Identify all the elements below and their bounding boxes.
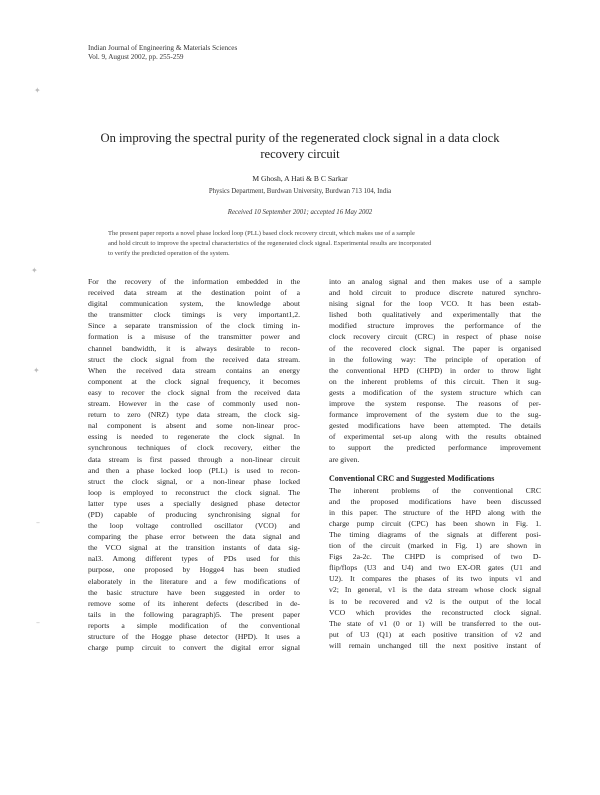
body-text-line: in the following way: The principle of operation of (329, 354, 541, 364)
body-text-line: Figs 2a-2c. The CHPD is comprised of two D- (329, 552, 541, 562)
journal-name: Indian Journal of Engineering & Materials Sciences (88, 44, 238, 52)
scan-mark-icon: ✦ (34, 86, 41, 95)
body-text-line: is to be recovered and v2 is the output of the local (329, 596, 541, 606)
body-text-line: reports a simple modification of the conventional (88, 620, 300, 630)
body-text-line: essing is needed to regenerate the clock signal. In (88, 432, 300, 442)
body-text-line: nal3. Among different types of PDs used for this (88, 554, 300, 564)
body-text-line: Since a separate transmission of the clock timing in- (88, 321, 300, 331)
body-text-line: When the received data stream contains an energy (88, 365, 300, 375)
body-text-line: (PD) capable of producing synchronising signal for (88, 509, 300, 519)
received-dates: Received 10 September 2001; accepted 16 May 2002 (227, 209, 373, 216)
body-text-line: put of U3 (Q1) at each positive transition of v2 and (329, 629, 541, 639)
abstract-line: to verify the predicted operation of the system. (108, 250, 230, 257)
body-text-line: tails in the following paragraph)5. The present paper (88, 609, 300, 619)
body-text-line: struct the clock signal, or a non-linear phase locked (88, 476, 300, 486)
body-text-line: and the proposed modifications have been discussed (329, 496, 541, 506)
body-text-line: latter type uses a specially designed phase detector (88, 498, 300, 508)
abstract (108, 229, 504, 259)
body-text-line: remove some of its inherent defects (described in de- (88, 598, 300, 608)
right-column (329, 276, 541, 651)
body-text-line: on the inherent problems of this circuit. Then it sug- (329, 376, 541, 386)
body-text-line: digital communication system, the knowledge about (88, 299, 300, 309)
body-text-line: purpose, one proposed by Hogge4 has been studied (88, 565, 300, 575)
body-text-line: in this paper. The structure of the HPD along with the (329, 507, 541, 517)
body-text-line: formance improvement of the system due to the sug- (329, 410, 541, 420)
title-line: recovery circuit (260, 147, 340, 161)
body-text-line: stream. However in the case of commonly used non- (88, 399, 300, 409)
authors: M Ghosh, A Hati & B C Sarkar (252, 174, 348, 183)
body-text-line: received data stream at the destination point of a (88, 288, 300, 298)
body-text-line: of experimental set-up along with the results obtained (329, 432, 541, 442)
body-text-line: of the recovered clock signal. The paper is organised (329, 343, 541, 353)
scan-mark-icon: – (36, 618, 40, 627)
journal-header (88, 44, 237, 62)
scan-mark-icon: – (36, 518, 40, 527)
body-text-line: formation is a misuse of the transmitter power and (88, 332, 300, 342)
body-text-line: For the recovery of the information embedded in the (88, 277, 300, 286)
body-text-line: elaborately in the literature and a few modifications of (88, 576, 300, 586)
left-column (88, 276, 300, 653)
body-text-line: improve the system response. The reasons of per- (329, 399, 541, 409)
body-text-line: loop is employed to reconstruct the clock signal. The (88, 487, 300, 497)
body-text-line: the basic structure have been suggested in order to (88, 587, 300, 597)
abstract-line: The present paper reports a novel phase locked loop (PLL) based clock recovery circuit, which makes use of a sample (108, 230, 415, 237)
body-text-line: structure of the Hogge phase detector (HPD). It uses a (88, 632, 300, 641)
body-text-line: lished both qualitatively and experimentally that the (329, 310, 541, 320)
body-text-line: and hold circuit to produce discrete natured synchro- (329, 288, 541, 298)
body-text-line: struct the clock signal from the received data stream. (88, 354, 300, 364)
body-text-line: nal component is absent and some non-linear proc- (88, 421, 300, 431)
right-column-intro (329, 276, 541, 465)
journal-volume: Vol. 9, August 2002, pp. 255-259 (88, 53, 184, 61)
body-text-line: gested modifications have been attempted. The details (329, 421, 541, 431)
body-text-line: comparing the phase error between the data signal and (88, 532, 300, 542)
title-line: On improving the spectral purity of the regenerated clock signal in a data clock (100, 131, 500, 145)
body-text-line: synchronous techniques of clock recovery, either the (88, 443, 300, 453)
scan-mark-icon: ✦ (31, 266, 38, 275)
body-text-line: data stream is first passed through a non-linear circuit (88, 454, 300, 464)
body-text-line: The timing diagrams of the signals at different posi- (329, 529, 541, 539)
body-text-line: VCO which provides the reconstructed clock signal. (329, 607, 541, 617)
body-text-line: v2; In general, v1 is the data stream whose clock signal (329, 585, 541, 595)
body-text-line: channel bandwidth, it is always desirable to recon- (88, 343, 300, 353)
body-text-line: flip/flops (U3 and U4) and two EX-OR gates (U1 and (329, 563, 541, 573)
abstract-line: and hold circuit to improve the spectral characteristics of the regenerated clock signal. Experimental results are incorporated (108, 240, 432, 247)
body-text-line: charge pump circuit (CPC) has been shown in Fig. 1. (329, 518, 541, 528)
body-text-line: U2). It compares the phases of its two inputs v1 and (329, 574, 541, 584)
section-heading: Conventional CRC and Suggested Modifications (329, 473, 495, 483)
body-text-line: The state of v1 (0 or 1) will be transferred to the out- (329, 618, 541, 628)
body-text-line: easy to recover the clock signal from the received data (88, 387, 300, 397)
body-text-line: charge pump circuit to convert the digital error signal (88, 643, 300, 653)
paper-title (100, 130, 500, 162)
body-text-line: and then a phase locked loop (PLL) is used to recon- (88, 465, 300, 475)
body-text-line: modified structure improves the performance of the (329, 321, 541, 331)
right-column-section (329, 485, 541, 651)
body-text-line: the VCO signal at the transition instants of data sig- (88, 543, 300, 553)
body-text-line: the conventional HPD (CHPD) in order to throw light (329, 365, 541, 375)
body-text-line: the loop voltage controlled oscillator (VCO) and (88, 521, 300, 531)
body-text-line: will remain unchanged till the next positive instant of (329, 640, 541, 650)
body-text-line: The inherent problems of the conventional CRC (329, 485, 541, 495)
scan-mark-icon: ✦ (33, 366, 40, 375)
body-text-line: nising signal for the loop VCO. It has been estab- (329, 299, 541, 309)
affiliation: Physics Department, Burdwan University, Burdwan 713 104, India (208, 188, 392, 195)
body-text-line: the transmitter clock timings is very important1,2. (88, 310, 300, 320)
body-text-line: are given. (329, 454, 360, 464)
body-text-line: to support the predicted performance improvement (329, 443, 541, 453)
body-text-line: gests a modification of the system structure which can (329, 387, 541, 397)
body-text-line: tion of the circuit (marked in Fig. 1) are shown in (329, 541, 541, 551)
body-text-line: return to zero (NRZ) type data stream, the clock sig- (88, 410, 300, 420)
body-text-line: clock recovery circuit (CRC) in respect of phase noise (329, 332, 541, 342)
body-text-line: into an analog signal and then makes use of a sample (329, 277, 541, 286)
body-text-line: component at the clock signal frequency, it becomes (88, 376, 300, 386)
